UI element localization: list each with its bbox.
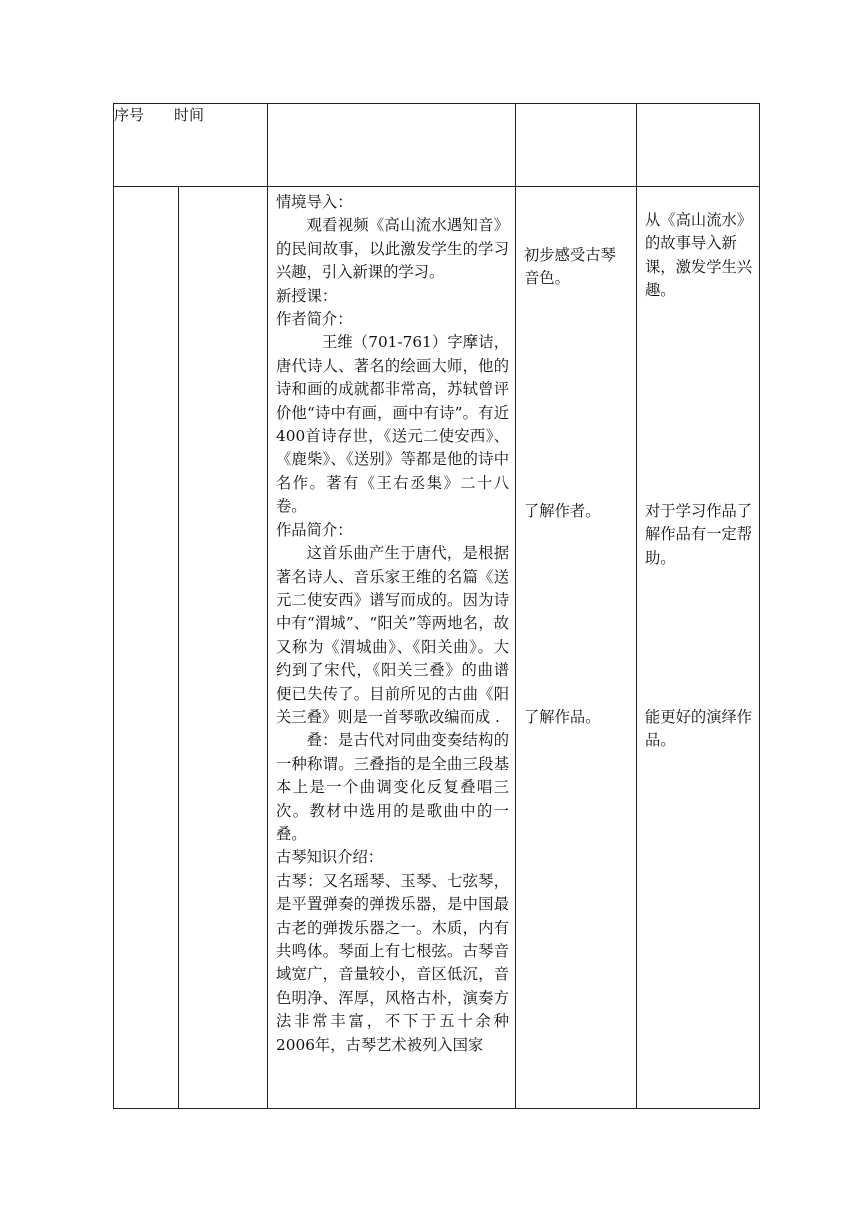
time-cell xyxy=(179,187,268,1109)
student-note-2: 了解作者。 xyxy=(524,502,601,520)
header-cell-content xyxy=(268,104,516,187)
header-cell-intent xyxy=(637,104,760,187)
guqin-text: 古琴：又名瑶琴、玉琴、七弦琴，是平置弹奏的弹拨乐器，是中国最古老的弹拨乐器之一。木质，内有共鸣体。琴面上有七根弦。古琴音域宽广，音量较小，音区低沉，音色明净、浑厚，风格古朴，演奏方法非常丰富，不下于五十余种2006年，古琴艺术被列入国家 xyxy=(276,871,509,1054)
student-cell xyxy=(516,187,637,1109)
header-number: 序号 xyxy=(114,106,145,124)
intent-note-3: 能更好的演绎作品。 xyxy=(645,708,753,750)
intent-note-2: 对于学习作品了解作品有一定帮助。 xyxy=(645,502,753,567)
intent-cell xyxy=(637,187,760,1109)
content-cell xyxy=(268,187,516,1109)
new-lesson-heading: 新授课： xyxy=(276,286,338,305)
intent-note-1: 从《高山流水》的故事导入新课，激发学生兴趣。 xyxy=(645,211,753,300)
author-text: 王维（701-761）字摩诘，唐代诗人、著名的绘画大师，他的诗和画的成就都非常高，苏轼曾评价他“诗中有画，画中有诗”。有近400首诗存世，《送元二使安西》、《鹿柴》、《送别》等都是他的诗中名作。著有《王右丞集》二十八卷。 xyxy=(276,333,509,516)
work-heading: 作品简介： xyxy=(276,520,353,539)
author-heading: 作者简介： xyxy=(276,310,353,329)
guqin-heading: 古琴知识介绍： xyxy=(276,848,384,867)
header-cell-student xyxy=(516,104,637,187)
header-cell-number-time xyxy=(114,104,268,187)
student-note-1: 初步感受古琴音色。 xyxy=(524,246,616,288)
intro-text: 观看视频《高山流水遇知音》的民间故事，以此激发学生的学习兴趣，引入新课的学习。 xyxy=(276,216,509,282)
student-note-3: 了解作品。 xyxy=(524,708,601,726)
lesson-table xyxy=(113,103,760,1109)
number-cell xyxy=(114,187,179,1109)
intro-heading: 情境导入： xyxy=(276,193,353,211)
die-text: 叠：是古代对同曲变奏结构的一种称谓。三叠指的是全曲三段基本上是一个曲调变化反复叠唱三次。教材中选用的是歌曲中的一叠。 xyxy=(276,731,509,843)
work-text: 这首乐曲产生于唐代，是根据著名诗人、音乐家王维的名篇《送元二使安西》谱写而成的。因为诗中有“渭城”、“阳关”等两地名，故又称为《渭城曲》、《阳关曲》。大约到了宋代，《阳关三叠》的曲谱便已失传了。目前所见的古曲《阳关三叠》则是一首琴歌改编而成 . xyxy=(276,544,509,726)
body-row xyxy=(114,187,760,1109)
header-row xyxy=(114,104,760,187)
header-time: 时间 xyxy=(174,106,205,124)
